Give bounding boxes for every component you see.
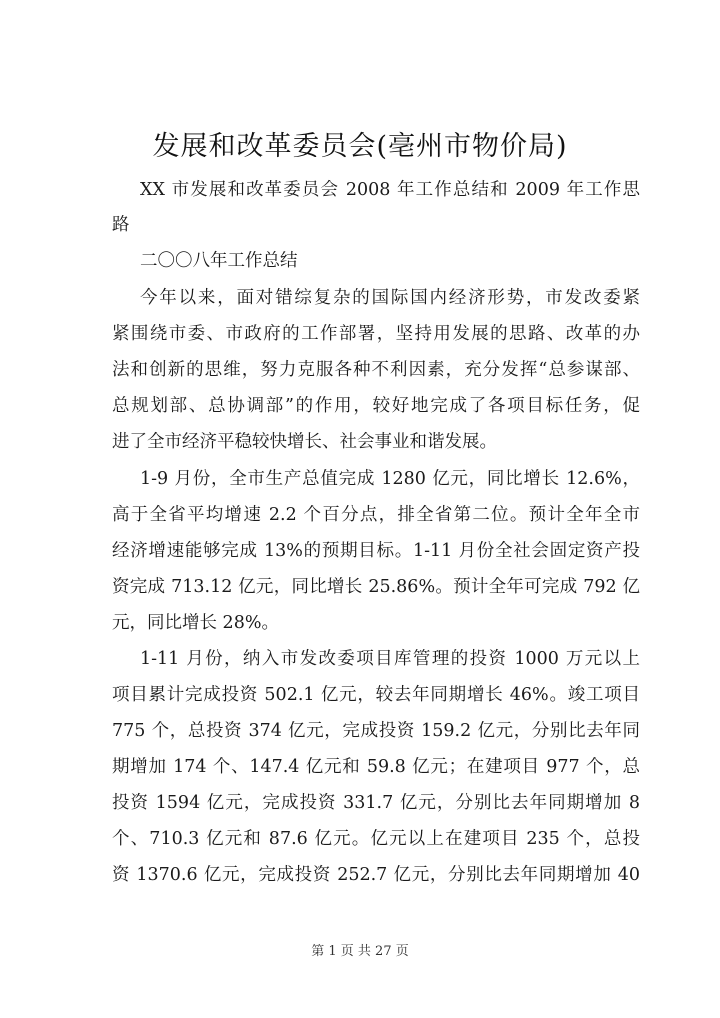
section-heading: 二〇〇八年工作总结 xyxy=(140,251,298,271)
paragraph-line: 进了全市经济平稳较快增长、社会事业和谐发展。 xyxy=(112,432,497,452)
paragraph-line: 个、710.3 亿元和 87.6 亿元。亿元以上在建项目 235 个，总投 xyxy=(112,829,640,849)
paragraph-line: 总规划部、总协调部”的作用，较好地完成了各项目标任务，促 xyxy=(112,396,640,416)
paragraph-line: 项目累计完成投资 502.1 亿元，较去年同期增长 46%。竣工项目 xyxy=(112,685,640,705)
subtitle-line: XX 市发展和改革委员会 2008 年工作总结和 2009 年工作思 xyxy=(140,180,640,200)
paragraph-line: 今年以来，面对错综复杂的国际国内经济形势，市发改委紧 xyxy=(140,288,640,308)
paragraph-line: 经济增速能够完成 13%的预期目标。1-11 月份全社会固定资产投 xyxy=(112,541,640,561)
paragraph-line: 法和创新的思维，努力克服各种不利因素，充分发挥“总参谋部、 xyxy=(112,360,640,380)
paragraph-line: 资完成 713.12 亿元，同比增长 25.86%。预计全年可完成 792 亿 xyxy=(112,577,640,597)
paragraph-line: 投资 1594 亿元，完成投资 331.7 亿元，分别比去年同期增加 8 xyxy=(112,793,640,813)
paragraph-line: 775 个，总投资 374 亿元，完成投资 159.2 亿元，分别比去年同 xyxy=(112,721,640,741)
page-number: 第 1 页 共 27 页 xyxy=(311,944,409,959)
document-title: 发展和改革委员会(亳州市物价局) xyxy=(152,131,568,162)
paragraph-line: 元，同比增长 28%。 xyxy=(112,613,279,633)
paragraph-line: 资 1370.6 亿元，完成投资 252.7 亿元，分别比去年同期增加 40 xyxy=(112,865,640,885)
paragraph-line: 紧围绕市委、市政府的工作部署，坚持用发展的思路、改革的办 xyxy=(112,324,640,344)
paragraph-line: 期增加 174 个、147.4 亿元和 59.8 亿元；在建项目 977 个，总 xyxy=(112,757,640,777)
paragraph-line: 1-9 月份，全市生产总值完成 1280 亿元，同比增长 12.6%， xyxy=(140,469,640,489)
paragraph-line: 1-11 月份，纳入市发改委项目库管理的投资 1000 万元以上 xyxy=(140,649,640,669)
subtitle-line: 路 xyxy=(112,215,130,235)
paragraph-line: 高于全省平均增速 2.2 个百分点，排全省第二位。预计全年全市 xyxy=(112,505,640,525)
